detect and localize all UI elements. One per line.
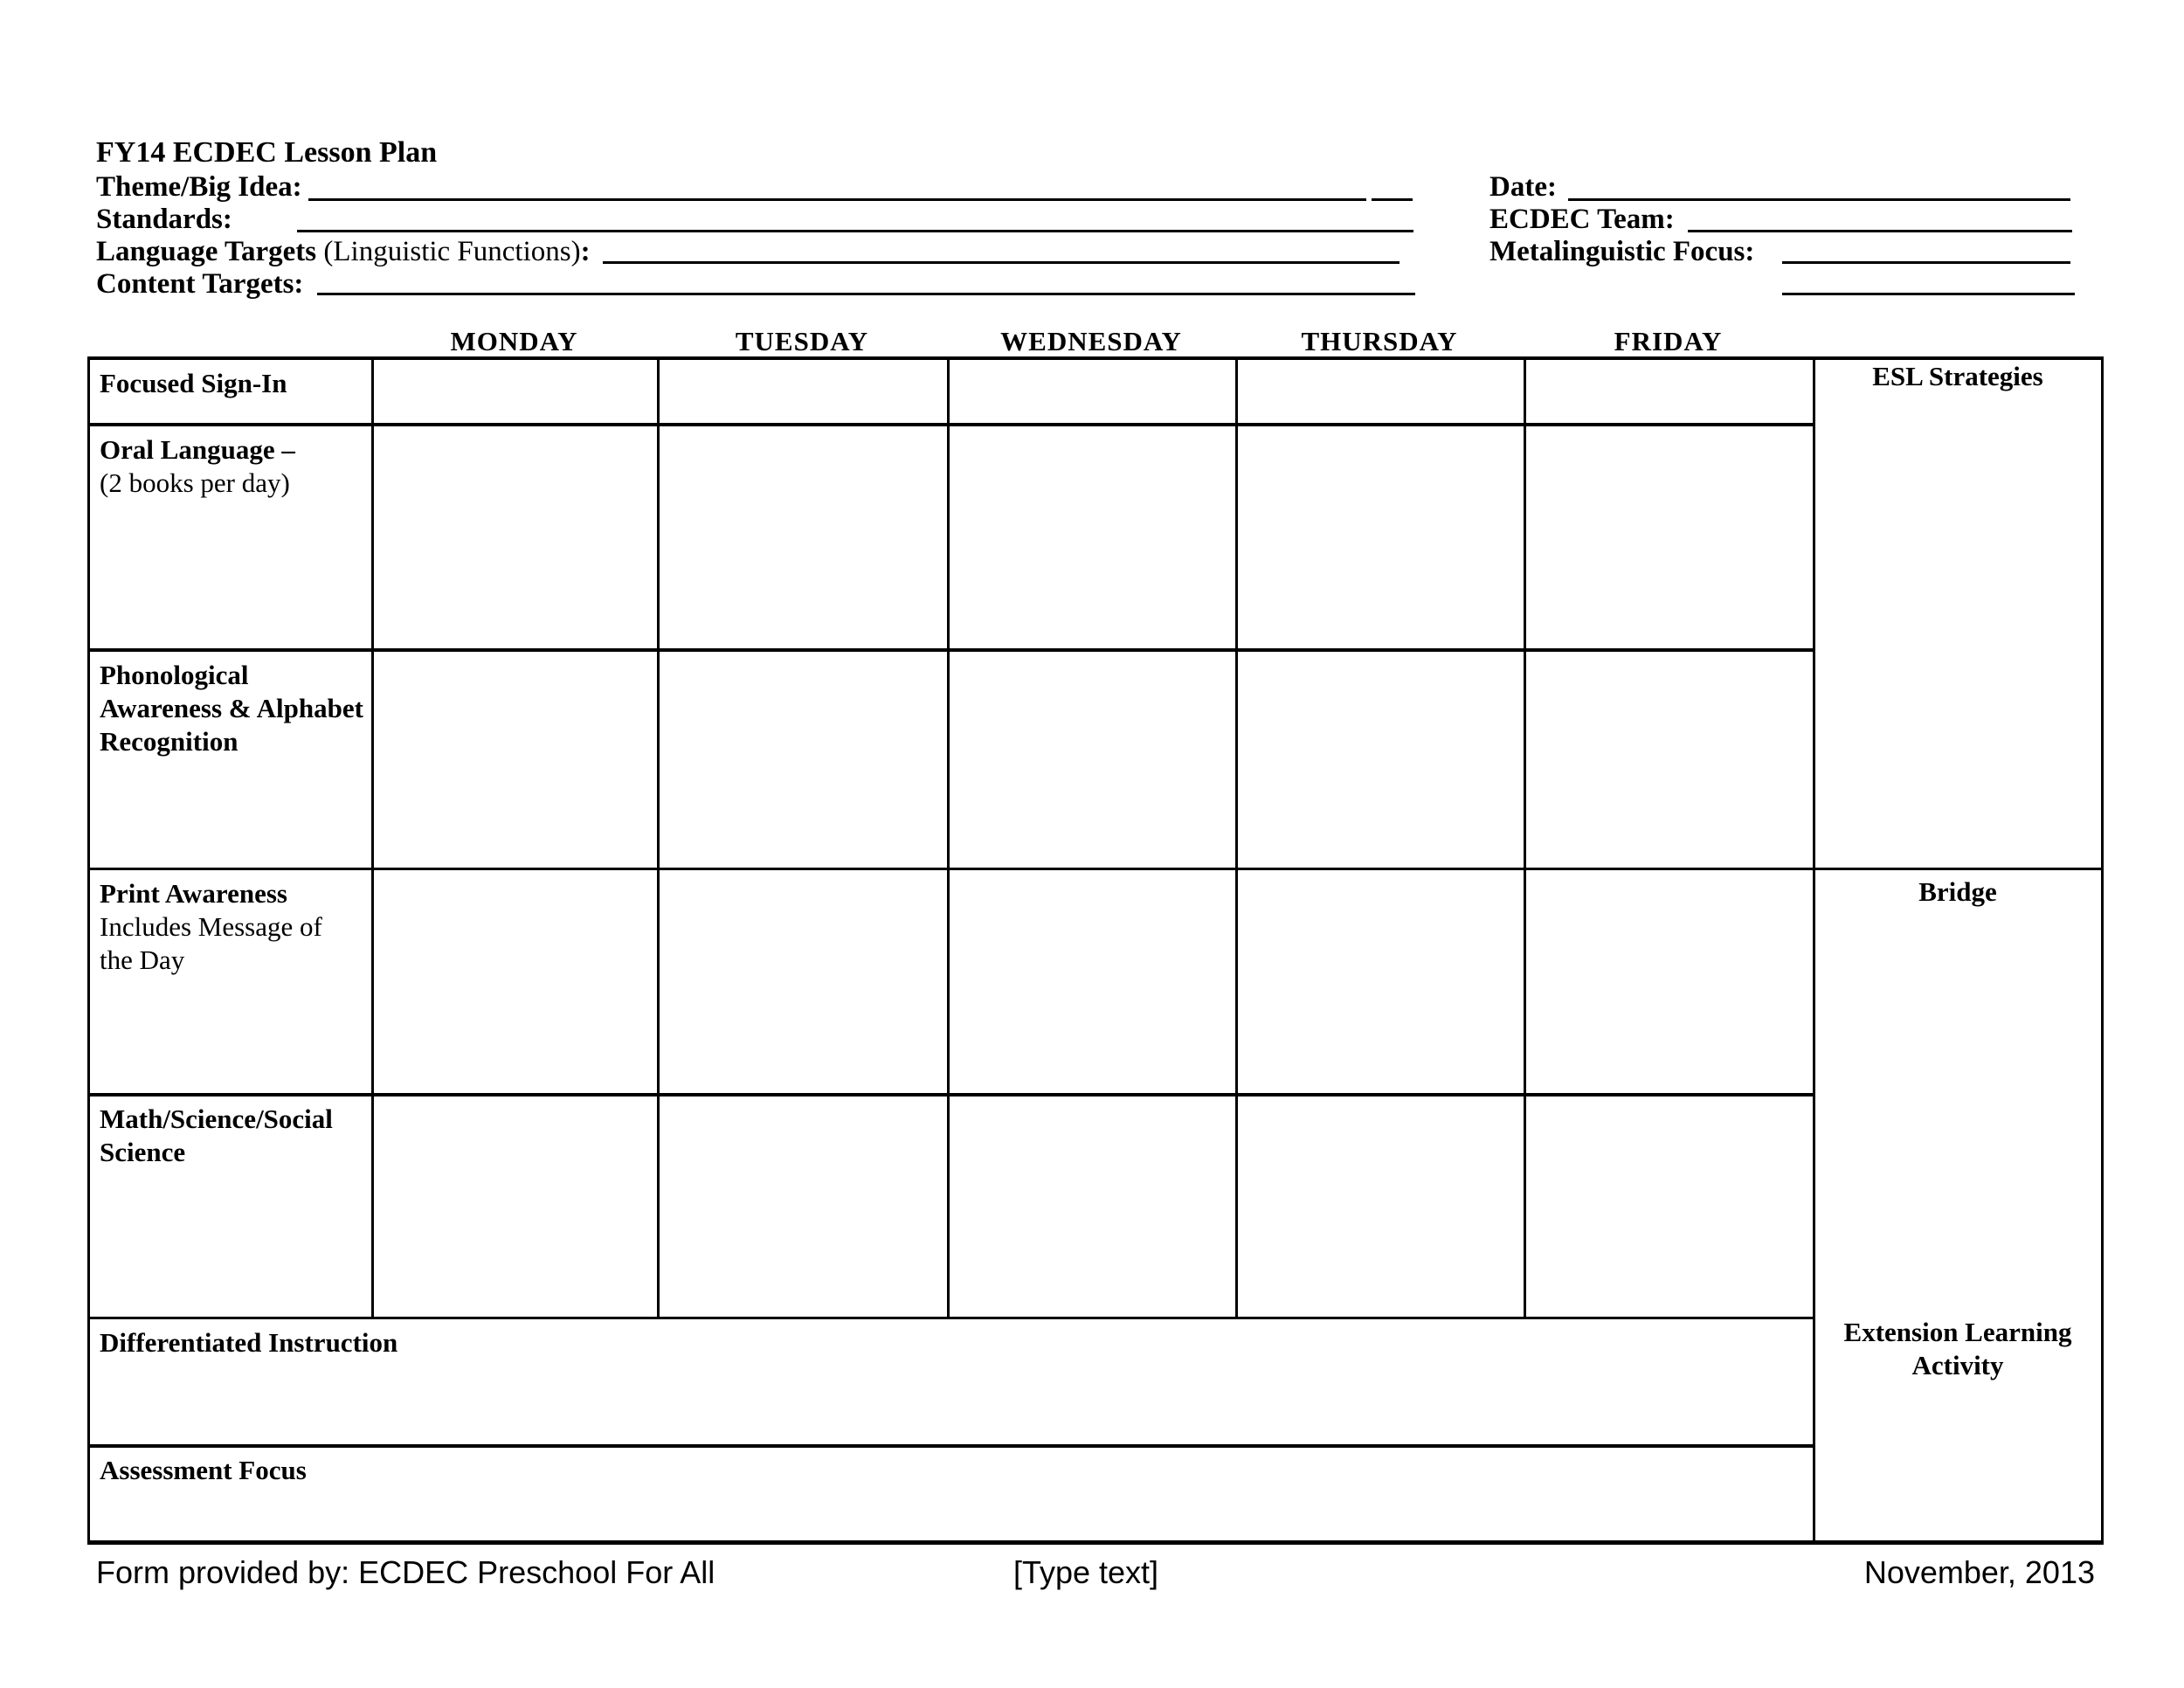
theme-big-idea-blank[interactable] xyxy=(308,198,1366,201)
sidebar-label-bridge: Bridge xyxy=(1918,876,1997,907)
row-divider-5 xyxy=(87,1317,1815,1319)
row-label-math-science-social: Math/Science/Social Science xyxy=(100,1103,333,1167)
content-targets-blank[interactable] xyxy=(317,293,1415,295)
metalinguistic-focus-blank-2[interactable] xyxy=(1782,293,2075,295)
metalinguistic-focus-label: Metalinguistic Focus: xyxy=(1489,236,1755,267)
language-targets-blank[interactable] xyxy=(603,261,1400,264)
ecdec-team-label: ECDEC Team: xyxy=(1489,204,1675,235)
day-cell-focused-sign-in-tuesday[interactable] xyxy=(657,360,947,425)
day-cell-phonological-awareness-tuesday[interactable] xyxy=(657,650,947,869)
standards-label xyxy=(96,204,232,236)
day-header-friday: FRIDAY xyxy=(1614,326,1723,356)
table-left-border xyxy=(87,356,90,1545)
theme-big-idea-text: Theme/Big Idea: xyxy=(96,171,302,203)
metalinguistic-focus-blank[interactable] xyxy=(1782,261,2070,264)
day-cell-print-awareness-tuesday[interactable] xyxy=(657,869,947,1095)
table-right-border xyxy=(2101,356,2104,1545)
col-divider-mon-tue xyxy=(657,356,660,1319)
row-divider-1 xyxy=(87,423,1815,426)
day-cell-phonological-awareness-friday[interactable] xyxy=(1524,650,1813,869)
ecdec-team-blank[interactable] xyxy=(1688,230,2072,232)
language-targets-label: Language Targets (Linguistic Functions): xyxy=(96,236,591,267)
footer-type-text-placeholder[interactable]: [Type text] xyxy=(1013,1554,1159,1590)
col-divider-labels xyxy=(371,356,374,1319)
form-title: FY14 ECDEC Lesson Plan xyxy=(96,136,438,169)
col-divider-wed-thu xyxy=(1235,356,1238,1319)
col-divider-tue-wed xyxy=(947,356,950,1319)
day-cell-math-science-social-tuesday[interactable] xyxy=(657,1095,947,1318)
day-cell-math-science-social-friday[interactable] xyxy=(1524,1095,1813,1318)
row-divider-2 xyxy=(87,648,1815,652)
row-label-oral-language: Oral Language – (2 books per day) xyxy=(100,434,295,498)
day-cell-math-science-social-monday[interactable] xyxy=(371,1095,657,1318)
bridge-extension-cell[interactable] xyxy=(1813,870,2101,1540)
day-cell-focused-sign-in-thursday[interactable] xyxy=(1235,360,1524,425)
day-cell-oral-language-wednesday[interactable] xyxy=(947,425,1235,650)
day-cell-oral-language-friday[interactable] xyxy=(1524,425,1813,650)
day-cell-print-awareness-friday[interactable] xyxy=(1524,869,1813,1095)
row-divider-3 xyxy=(87,868,2104,870)
day-cell-print-awareness-wednesday[interactable] xyxy=(947,869,1235,1095)
row-label-phonological-awareness: Phonological Awareness & Alphabet Recognition xyxy=(100,660,363,757)
col-divider-thu-fri xyxy=(1524,356,1526,1319)
row-divider-6 xyxy=(87,1444,1815,1448)
content-targets-text: Content Targets: xyxy=(96,268,304,300)
day-header-thursday: THURSDAY xyxy=(1301,326,1458,356)
day-header-wednesday: WEDNESDAY xyxy=(1000,326,1182,356)
standards-blank[interactable] xyxy=(297,230,1413,232)
day-cell-math-science-social-thursday[interactable] xyxy=(1235,1095,1524,1318)
theme-big-idea-label xyxy=(96,171,302,204)
day-cell-oral-language-tuesday[interactable] xyxy=(657,425,947,650)
day-cell-focused-sign-in-friday[interactable] xyxy=(1524,360,1813,425)
day-cell-oral-language-thursday[interactable] xyxy=(1235,425,1524,650)
day-cell-math-science-social-wednesday[interactable] xyxy=(947,1095,1235,1318)
sidebar-label-extension-learning-activity: Extension Learning Activity xyxy=(1843,1317,2072,1380)
day-cell-focused-sign-in-monday[interactable] xyxy=(371,360,657,425)
language-targets-text: Language Targets xyxy=(96,236,317,267)
day-cell-print-awareness-monday[interactable] xyxy=(371,869,657,1095)
row-divider-4 xyxy=(87,1093,1815,1097)
row-label-print-awareness: Print Awareness Includes Message of the Day xyxy=(100,878,322,975)
day-cell-phonological-awareness-wednesday[interactable] xyxy=(947,650,1235,869)
row-label-assessment-focus: Assessment Focus xyxy=(100,1455,307,1485)
footer-date: November, 2013 xyxy=(1863,1554,2095,1590)
standards-text: Standards: xyxy=(96,204,232,235)
day-header-tuesday: TUESDAY xyxy=(735,326,869,356)
day-cell-focused-sign-in-wednesday[interactable] xyxy=(947,360,1235,425)
date-label: Date: xyxy=(1489,171,1557,203)
day-cell-print-awareness-thursday[interactable] xyxy=(1235,869,1524,1095)
sidebar-label-esl-strategies: ESL Strategies xyxy=(1872,361,2043,391)
day-cell-phonological-awareness-thursday[interactable] xyxy=(1235,650,1524,869)
day-cell-oral-language-monday[interactable] xyxy=(371,425,657,650)
day-header-monday: MONDAY xyxy=(450,326,578,356)
row-label-differentiated-instruction: Differentiated Instruction xyxy=(100,1327,398,1358)
date-blank[interactable] xyxy=(1568,198,2070,201)
content-targets-label xyxy=(96,268,303,301)
esl-strategies-cell[interactable] xyxy=(1813,360,2101,868)
theme-big-idea-blank-2[interactable] xyxy=(1372,198,1413,201)
col-divider-sidebar xyxy=(1813,356,1815,1545)
footer-provided-by: Form provided by: ECDEC Preschool For All xyxy=(96,1554,715,1590)
table-bottom-border xyxy=(87,1540,2104,1545)
day-cell-phonological-awareness-monday[interactable] xyxy=(371,650,657,869)
row-label-focused-sign-in: Focused Sign-In xyxy=(100,368,287,398)
